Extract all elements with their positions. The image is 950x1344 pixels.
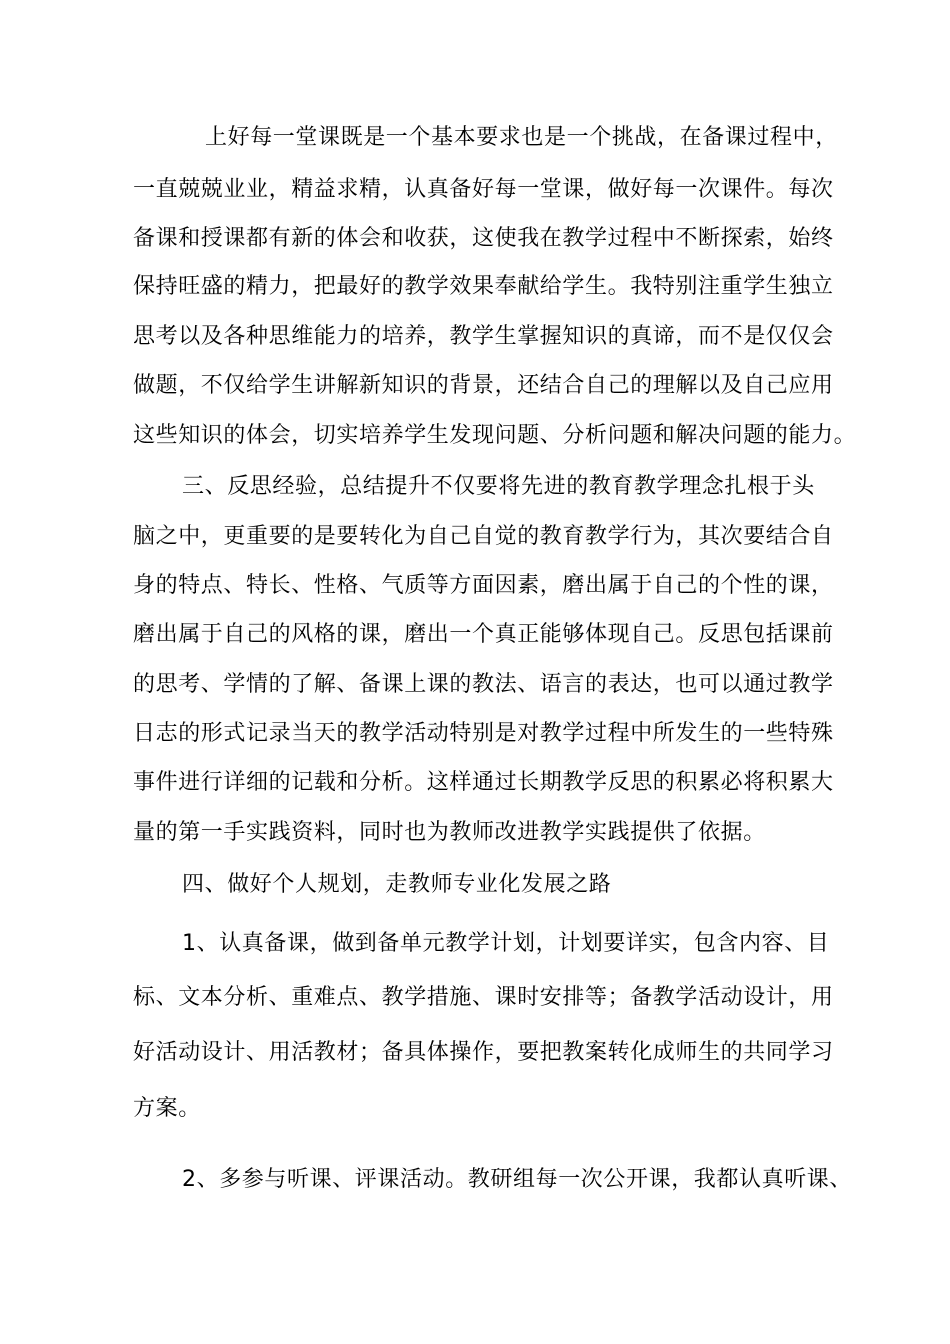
- paragraph-2-line-2: 脑之中，更重要的是要转化为自己自觉的教育教学行为，其次要结合自: [133, 524, 834, 549]
- paragraph-1-line-7: 这些知识的体会，切实培养学生发现问题、分析问题和解决问题的能力。: [133, 423, 857, 448]
- item-2-line-1: 2、多参与听课、评课活动。教研组每一次公开课，我都认真听课、: [182, 1167, 852, 1192]
- paragraph-1-line-2: 一直兢兢业业，精益求精，认真备好每一堂课，做好每一次课件。每次: [133, 177, 834, 202]
- paragraph-1-line-4: 保持旺盛的精力，把最好的教学效果奉献给学生。我特别注重学生独立: [133, 274, 834, 299]
- paragraph-2-line-1: 三、反思经验，总结提升不仅要将先进的教育教学理念扎根于头: [182, 474, 815, 499]
- paragraph-1-line-5: 思考以及各种思维能力的培养，教学生掌握知识的真谛，而不是仅仅会: [133, 324, 834, 349]
- item-1-line-2: 标、文本分析、重难点、教学措施、课时安排等；备教学活动设计，用: [133, 985, 834, 1010]
- item-1-line-3: 好活动设计、用活教材；备具体操作，要把教案转化成师生的共同学习: [133, 1040, 834, 1065]
- paragraph-2-line-7: 事件进行详细的记载和分析。这样通过长期教学反思的积累必将积累大: [133, 770, 834, 795]
- paragraph-2-line-3: 身的特点、特长、性格、气质等方面因素，磨出属于自己的个性的课，: [133, 573, 834, 598]
- paragraph-2-line-8: 量的第一手实践资料，同时也为教师改进教学实践提供了依据。: [133, 820, 766, 845]
- paragraph-2-line-4: 磨出属于自己的风格的课，磨出一个真正能够体现自己。反思包括课前: [133, 622, 834, 647]
- paragraph-1-line-3: 备课和授课都有新的体会和收获，这使我在教学过程中不断探索，始终: [133, 226, 834, 251]
- paragraph-2-line-5: 的思考、学情的了解、备课上课的教法、语言的表达，也可以通过教学: [133, 672, 834, 697]
- section-heading-4: 四、做好个人规划，走教师专业化发展之路: [182, 872, 612, 897]
- paragraph-1-line-6: 做题，不仅给学生讲解新知识的背景，还结合自己的理解以及自己应用: [133, 373, 834, 398]
- item-1-line-4: 方案。: [133, 1096, 201, 1121]
- item-1-line-1: 1、认真备课，做到备单元教学计划，计划要详实，包含内容、目: [182, 931, 830, 956]
- paragraph-2-line-6: 日志的形式记录当天的教学活动特别是对教学过程中所发生的一些特殊: [133, 721, 834, 746]
- paragraph-1-line-1: 上好每一堂课既是一个基本要求也是一个挑战，在备课过程中，: [205, 125, 838, 150]
